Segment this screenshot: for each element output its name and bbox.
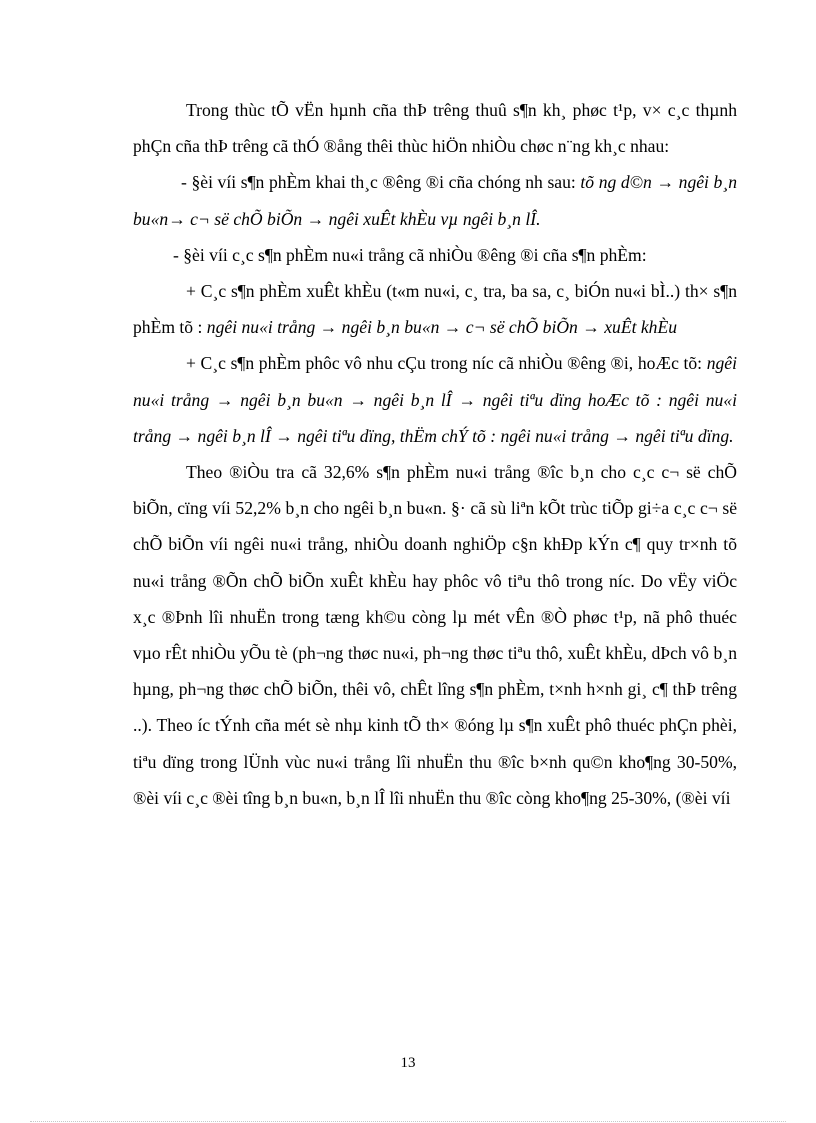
paragraph-capture-products: - §èi víi s¶n phÈm khai th¸c ®êng ®i cña chóng nh sau: tõ ng d©n → ngêi b¸n bu«n→ c¬ së chÕ biÕn → ngêi xuÊt khÈu vµ ngêi b¸n lÎ.	[133, 172, 737, 229]
body-text	[133, 92, 737, 816]
page-number: 13	[400, 1055, 416, 1071]
paragraph-aquaculture-products: - §èi víi c¸c s¶n phÈm nu«i trång cã nhiÒu ®êng ®i cña s¶n phÈm:	[173, 244, 647, 265]
paragraph-survey-results: Theo ®iÒu tra cã 32,6% s¶n phÈm nu«i trång ®îc b¸n cho c¸c c¬ së chÕ biÕn, cïng víi 52,2% b¸n cho ngêi b¸n bu«n. §· cã sù liªn kÕt trùc tiÕp gi÷a c¸c c¬ së chÕ biÕn víi ngêi nu«i trång, nhiÒu doanh nghiÖp c§n khÐp kÝn c¶ quy tr×nh tõ nu«i trång ®Õn chÕ biÕn xuÊt khÈu hay phôc vô tiªu thô trong níc. Do vËy viÖc x¸c ®Þnh lîi nhuËn trong tæng kh©u còng lµ mét vÊn ®Ò phøc t¹p, nã phô thuéc vµo rÊt nhiÒu yÕu tè (ph¬ng thøc nu«i, ph¬ng thøc tiªu thô, xuÊt khÈu, dÞch vô b¸n hµng, ph¬ng thøc chÕ biÕn, thêi vô, chÊt lîng s¶n phÈm, t×nh h×nh gi¸ c¶ thÞ trêng ..). Theo íc tÝnh cña mét sè nhµ kinh tÕ th× ®óng lµ s¶n xuÊt phô thuéc phÇn phèi, tiªu dïng trong lÜnh vùc nu«i trång lîi nhuËn thu ®îc b×nh qu©n kho¶ng 30-50%, ®èi víi c¸c ®èi tîng b¸n bu«n, b¸n lÎ lîi nhuËn thu ®îc còng kho¶ng 25-30%, (®èi víi	[133, 462, 737, 808]
paragraph-market-overview: Trong thùc tÕ vËn hµnh cña thÞ trêng thuû s¶n kh¸ phøc t¹p, v× c¸c thµnh phÇn cña thÞ trêng cã thÓ ®ång thêi thùc hiÖn nhiÒu chøc n¨ng kh¸c nhau:	[133, 100, 737, 157]
page-bottom-divider	[30, 1121, 786, 1122]
paragraph-domestic-products: + C¸c s¶n phÈm phôc vô nhu cÇu trong níc cã nhiÒu ®êng ®i, hoÆc tõ: ngêi nu«i trång → ngêi b¸n bu«n → ngêi b¸n lÎ → ngêi tiªu dïng hoÆc tõ : ngêi nu«i trång → ngêi b¸n lÎ → ngêi tiªu dïng, thËm chÝ tõ : ngêi nu«i trång → ngêi tiªu dïng.	[133, 353, 737, 446]
paragraph-export-products: + C¸c s¶n phÈm xuÊt khÈu (t«m nu«i, c¸ tra, ba sa, c¸ biÓn nu«i bÌ..) th× s¶n phÈm tõ : ngêi nu«i trång → ngêi b¸n bu«n → c¬ së chÕ biÕn → xuÊt khÈu	[133, 281, 737, 338]
